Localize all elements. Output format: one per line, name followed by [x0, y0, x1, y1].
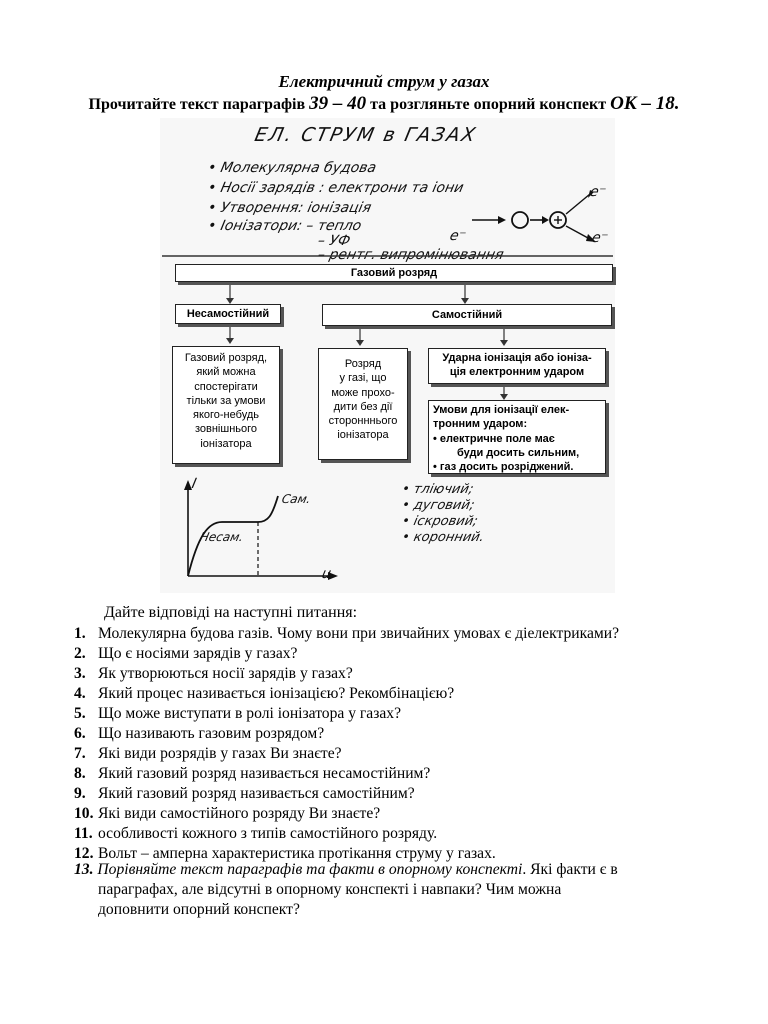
question-item: 9. Який газовий розряд називається самостійним? — [74, 785, 415, 802]
question-item: 10. Які види самостійного розряду Ви знаєте? — [74, 805, 381, 822]
notes-line-5: – УФ — [316, 233, 352, 249]
subtitle-pre: Прочитайте текст параграфів — [88, 96, 306, 113]
question-item: 11. особливості кожного з типів самостійного розряду. — [74, 825, 438, 842]
notes-line-4: • Іонізатори: – тепло — [206, 218, 363, 234]
subtitle-paragraphs: 39 – 40 — [309, 93, 367, 114]
questions-heading: Дайте відповіді на наступні питання: — [104, 604, 358, 621]
non-self-description: Газовий розряд, який можна спостерігати тільки за умови якого-небудь зовнішнього іонізатора — [172, 346, 280, 464]
question-item: 8. Який газовий розряд називається несамостійним? — [74, 765, 431, 782]
question-13-text-3: доповнити опорний конспект? — [98, 901, 300, 918]
question-item: 5. Що може виступати в ролі іонізатора у газах? — [74, 705, 402, 722]
electron-label-2: e⁻ — [588, 184, 608, 200]
question-item: 12. Вольт – амперна характеристика протікання струму у газах. — [74, 845, 496, 862]
question-13-number: 13. — [74, 861, 94, 878]
notes-line-2: • Носії зарядів : електрони та іони — [206, 180, 466, 196]
graph-y-label: I — [190, 476, 198, 492]
question-13-italic: Порівняйте текст параграфів та факти в опорному конспекті — [97, 861, 523, 878]
scanned-summary-figure — [160, 118, 615, 593]
document-subtitle — [0, 93, 768, 115]
question-item: 2. Що є носіями зарядів у газах? — [74, 645, 298, 662]
question-13-text-1: . Які факти є в — [522, 861, 618, 878]
question-item: 1. Молекулярна будова газів. Чому вони при звичайних умовах є діелектриками? — [74, 625, 619, 642]
question-item: 3. Як утворюються носії зарядів у газах? — [74, 665, 353, 682]
subtitle-ok: ОК – 18. — [610, 93, 680, 114]
discharge-type-3: • іскровий; — [400, 514, 480, 529]
self-box: Самостійний — [322, 304, 612, 326]
document-title: Електричний струм у газах — [278, 72, 490, 91]
question-13 — [74, 860, 714, 920]
subtitle-mid: та розгляньте опорний конспект — [370, 96, 607, 113]
graph-self-label: Сам. — [280, 492, 313, 506]
graph-nonself-label: Несам. — [198, 530, 245, 544]
non-self-box: Несамостійний — [175, 304, 281, 324]
graph-x-label: u — [320, 566, 333, 582]
electron-label-3: e⁻ — [590, 230, 610, 246]
ionization-conditions-box: Умови для іонізації елек- тронним ударом: • електричне поле має буди досить сильним, • газ досить розріджений. — [428, 400, 606, 474]
impact-ionization-box: Ударна іонізація або іоніза- ція електронним ударом — [428, 348, 606, 384]
question-13-text-2: параграфах, але відсутні в опорному конспекті і навпаки? Чим можна — [98, 881, 562, 898]
question-item: 4. Який процес називається іонізацією? Рекомбінацією? — [74, 685, 455, 702]
question-item: 7. Які види розрядів у газах Ви знаєте? — [74, 745, 342, 762]
discharge-type-2: • дуговий; — [400, 498, 476, 513]
current-voltage-graph — [170, 476, 340, 586]
question-item: 6. Що називають газовим розрядом? — [74, 725, 325, 742]
notes-line-3: • Утворення: іонізація — [206, 200, 373, 216]
gas-discharge-box: Газовий розряд — [175, 264, 613, 282]
self-description: Розряд у газі, що може прохо- дити без дії сторонннього іонізатора — [318, 348, 408, 460]
notes-heading: ЕЛ. СТРУМ в ГАЗАХ — [252, 124, 480, 146]
notes-line-6: – рентг. випромінювання — [316, 247, 506, 263]
notes-line-1: • Молекулярна будова — [206, 160, 378, 176]
discharge-type-4: • коронний. — [400, 530, 486, 545]
questions-list — [74, 624, 714, 864]
electron-label-1: e⁻ — [448, 228, 468, 244]
discharge-type-1: • тліючий; — [400, 482, 475, 497]
